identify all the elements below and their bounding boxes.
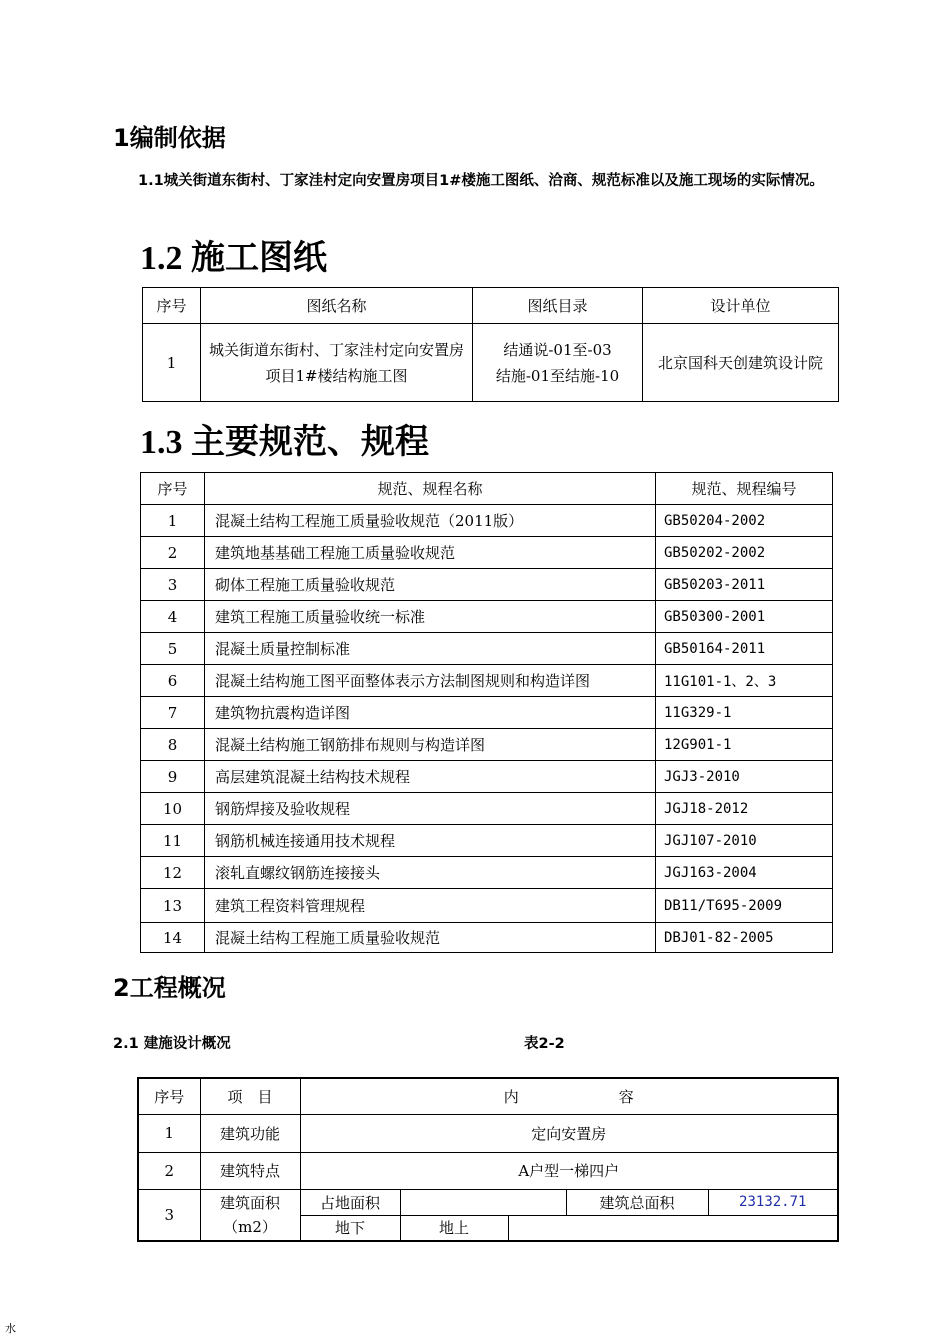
- specs-row-name: 混凝土结构施工钢筋排布规则与构造详图: [205, 729, 656, 761]
- specs-row: [141, 889, 833, 923]
- overview-row2-item: 建筑特点: [200, 1152, 300, 1189]
- specs-row: [141, 825, 833, 857]
- specs-row-code: JGJ163-2004: [656, 857, 833, 889]
- drawings-header-no: 序号: [143, 288, 201, 324]
- specs-row-no: 7: [141, 697, 205, 729]
- specs-row-code: JGJ107-2010: [656, 825, 833, 857]
- specs-row-name: 建筑地基基础工程施工质量验收规范: [205, 537, 656, 569]
- overview-row: [138, 1114, 838, 1152]
- drawings-row-catalog: [473, 324, 643, 402]
- drawings-row-catalog-line1: 结通说-01至-03: [503, 340, 612, 359]
- underground-area-label: 地下: [300, 1215, 400, 1241]
- specs-row-name: 高层建筑混凝土结构技术规程: [205, 761, 656, 793]
- section-1-3-heading: 1.3 主要规范、规程: [140, 424, 429, 461]
- specs-row-no: 10: [141, 793, 205, 825]
- section-1-heading: 1编制依据: [113, 124, 226, 152]
- total-area-label: 建筑总面积: [566, 1189, 708, 1215]
- overview-row2-content: A户型一梯四户: [300, 1152, 838, 1189]
- drawings-header-unit: 设计单位: [643, 288, 839, 324]
- aboveground-area-label: 地上: [400, 1215, 508, 1241]
- specs-table: [140, 472, 833, 953]
- drawings-header-catalog: 图纸目录: [473, 288, 643, 324]
- overview-row2-no: 2: [138, 1152, 200, 1189]
- specs-row-code: GB50164-2011: [656, 633, 833, 665]
- drawings-row: [143, 324, 839, 402]
- specs-row-name: 混凝土结构工程施工质量验收规范（2011版）: [205, 505, 656, 537]
- section-2-heading: 2工程概况: [113, 974, 226, 1002]
- specs-header-name: 规范、规程名称: [205, 473, 656, 505]
- specs-row-no: 4: [141, 601, 205, 633]
- specs-row-code: DBJ01-82-2005: [656, 923, 833, 953]
- total-area-value: 23132.71: [708, 1189, 838, 1215]
- specs-row-name: 钢筋焊接及验收规程: [205, 793, 656, 825]
- overview-row: [138, 1189, 838, 1215]
- specs-row-code: 11G329-1: [656, 697, 833, 729]
- drawings-header-name: 图纸名称: [201, 288, 473, 324]
- specs-row-name: 砌体工程施工质量验收规范: [205, 569, 656, 601]
- specs-row-name: 混凝土质量控制标准: [205, 633, 656, 665]
- table-number-label: 表2-2: [524, 1036, 565, 1052]
- overview-row3-no: 3: [138, 1189, 200, 1241]
- specs-row-no: 14: [141, 923, 205, 953]
- specs-row: [141, 857, 833, 889]
- section-2-1-subheading: 2.1 建施设计概况: [113, 1036, 231, 1052]
- drawings-row-no: 1: [143, 324, 201, 402]
- specs-row-name: 建筑工程施工质量验收统一标准: [205, 601, 656, 633]
- specs-header-code: 规范、规程编号: [656, 473, 833, 505]
- specs-row-code: GB50300-2001: [656, 601, 833, 633]
- aboveground-area-value: [508, 1215, 838, 1241]
- specs-row-name: 建筑物抗震构造详图: [205, 697, 656, 729]
- specs-row-name: 钢筋机械连接通用技术规程: [205, 825, 656, 857]
- specs-row: [141, 761, 833, 793]
- specs-row-code: 11G101-1、2、3: [656, 665, 833, 697]
- section-1-paragraph: 1.1城关街道东街村、丁家洼村定向安置房项目1#楼施工图纸、洽商、规范标准以及施工现场的实际情况。: [138, 173, 824, 189]
- overview-header-content: [300, 1078, 838, 1114]
- specs-row-name: 混凝土结构工程施工质量验收规范: [205, 923, 656, 953]
- specs-row-no: 3: [141, 569, 205, 601]
- specs-row-code: JGJ18-2012: [656, 793, 833, 825]
- specs-row-name: 建筑工程资料管理规程: [205, 889, 656, 923]
- specs-row-no: 5: [141, 633, 205, 665]
- specs-row: [141, 569, 833, 601]
- overview-header-content-b: 容: [618, 1087, 634, 1106]
- specs-row: [141, 665, 833, 697]
- land-area-label: 占地面积: [300, 1189, 400, 1215]
- specs-row: [141, 505, 833, 537]
- specs-row: [141, 697, 833, 729]
- specs-row-code: JGJ3-2010: [656, 761, 833, 793]
- overview-header-content-a: 内: [503, 1087, 519, 1106]
- specs-row-name: 混凝土结构施工图平面整体表示方法制图规则和构造详图: [205, 665, 656, 697]
- specs-row-no: 6: [141, 665, 205, 697]
- drawings-row-unit: 北京国科天创建筑设计院: [643, 324, 839, 402]
- specs-row-no: 9: [141, 761, 205, 793]
- overview-row3-item-line2: （m2）: [223, 1217, 277, 1236]
- overview-row3-item: [200, 1189, 300, 1241]
- specs-row-code: DB11/T695-2009: [656, 889, 833, 923]
- overview-row1-no: 1: [138, 1114, 200, 1152]
- specs-row-code: GB50203-2011: [656, 569, 833, 601]
- drawings-row-catalog-line2: 结施-01至结施-10: [495, 366, 620, 385]
- specs-row-no: 2: [141, 537, 205, 569]
- specs-row-code: GB50204-2002: [656, 505, 833, 537]
- drawings-row-name: 城关街道东街村、丁家洼村定向安置房项目1#楼结构施工图: [201, 324, 473, 402]
- overview-row: [138, 1152, 838, 1189]
- specs-row: [141, 601, 833, 633]
- overview-row1-item: 建筑功能: [200, 1114, 300, 1152]
- overview-row1-content: 定向安置房: [300, 1114, 838, 1152]
- specs-row: [141, 633, 833, 665]
- specs-row-name: 滚轧直螺纹钢筋连接接头: [205, 857, 656, 889]
- specs-row-no: 1: [141, 505, 205, 537]
- specs-header-no: 序号: [141, 473, 205, 505]
- specs-row-no: 13: [141, 889, 205, 923]
- specs-row: [141, 537, 833, 569]
- specs-row-code: GB50202-2002: [656, 537, 833, 569]
- land-area-value: [400, 1189, 566, 1215]
- section-1-2-heading: 1.2 施工图纸: [140, 240, 327, 277]
- specs-row-no: 8: [141, 729, 205, 761]
- specs-row-code: 12G901-1: [656, 729, 833, 761]
- drawings-table: [142, 287, 839, 402]
- specs-row: [141, 923, 833, 953]
- overview-header-item: 项 目: [200, 1078, 300, 1114]
- specs-row-no: 12: [141, 857, 205, 889]
- specs-row-no: 11: [141, 825, 205, 857]
- specs-row: [141, 729, 833, 761]
- overview-row3-item-line1: 建筑面积: [219, 1193, 280, 1212]
- overview-header-no: 序号: [138, 1078, 200, 1114]
- footer-text: 水: [5, 1322, 16, 1335]
- specs-row: [141, 793, 833, 825]
- overview-table: [137, 1077, 839, 1242]
